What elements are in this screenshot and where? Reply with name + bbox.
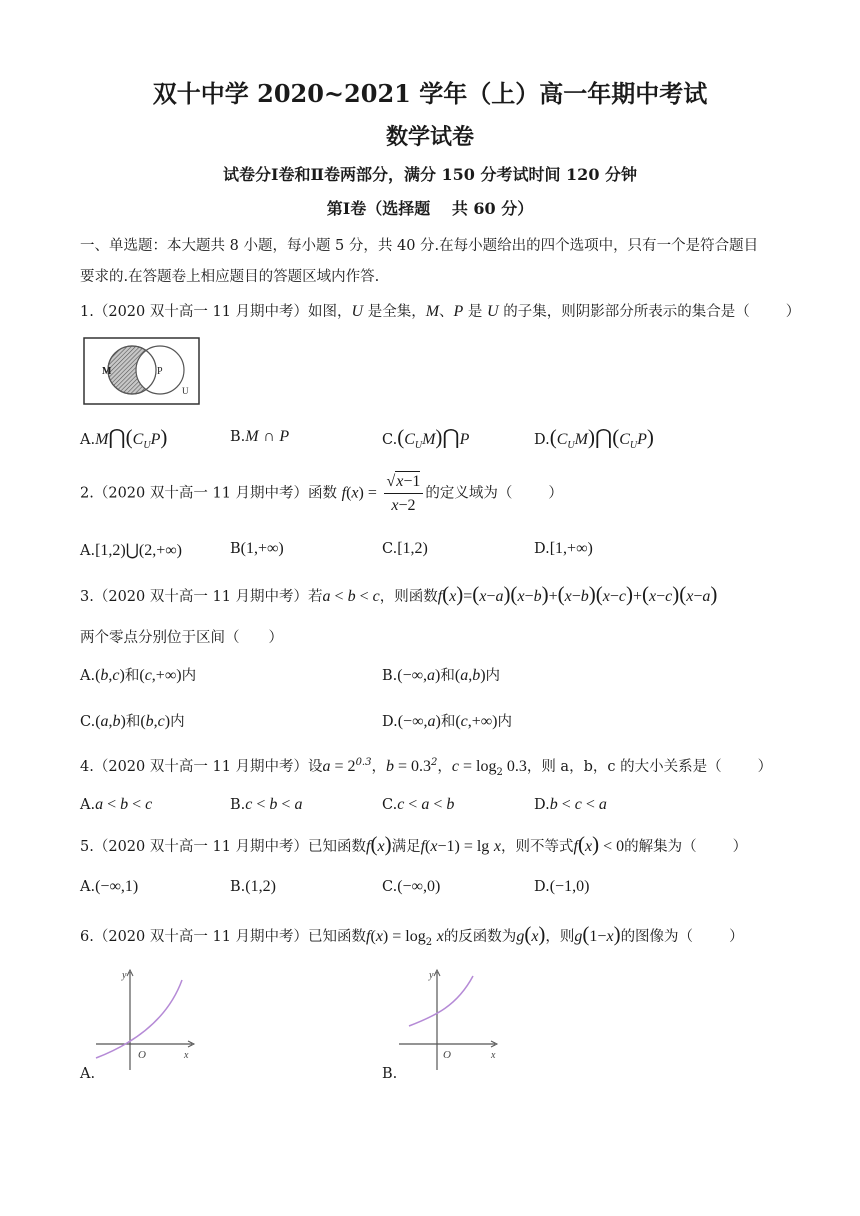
section-instruction-1: 一、单选题：本大题共 8 小题，每小题 5 分，共 40 分.在每小题给出的四个选项中，只有一个是符合题目 — [80, 238, 759, 254]
question-6: 6.（2020 双十高一 11 月期中考）已知函数$f(x) = \log_2 x$的反函数为g(x)，则g(1−x)的图像为（ ） — [80, 922, 744, 948]
q2-option-c[interactable]: C.[1,2) — [382, 540, 428, 557]
q2-option-b[interactable]: B(1,+∞) — [230, 540, 284, 557]
axis-label-x: x — [184, 1050, 189, 1061]
q4-option-d[interactable]: D.b < c < a — [534, 796, 607, 813]
venn-diagram — [82, 336, 202, 406]
q5-option-c[interactable]: C.(−∞,0) — [382, 878, 441, 895]
question-number: 1. — [80, 304, 94, 320]
origin-label: O — [443, 1049, 451, 1061]
q1-option-d[interactable]: $D.(C_UM)⋂(C_UP)$ — [534, 425, 654, 452]
q5-option-d[interactable]: D.(−1,0) — [534, 878, 590, 895]
axis-label-y: y — [429, 970, 434, 981]
question-4: 4.（2020 双十高一 11 月期中考）设$a = 2^{0.3}$，$b = 0.3^2$，$c = \log_2 0.3$，则 a，b，c 的大小关系是（ ） — [80, 757, 773, 778]
section-instruction-2: 要求的.在答题卷上相应题目的答题区域内作答. — [80, 269, 380, 285]
q1-option-a[interactable]: $A.M⋂(C_UP)$ — [80, 425, 168, 452]
venn-label-u: U — [182, 386, 189, 396]
axis-label-y: y — [122, 970, 127, 981]
q2-option-a[interactable]: A.[1,2)⋃(2,+∞) — [80, 542, 182, 559]
question-3-line-2: 两个零点分别位于区间（ ） — [80, 630, 283, 646]
q2-option-d[interactable]: D.[1,+∞) — [534, 540, 593, 557]
q5-option-a[interactable]: A.(−∞,1) — [80, 878, 139, 895]
origin-label: O — [138, 1049, 146, 1061]
axis-label-x: x — [491, 1050, 496, 1061]
question-text: 的子集，则阴影部分所表示的集合是（ — [503, 304, 750, 320]
q6-option-b-label: B. — [382, 1066, 398, 1082]
question-5: 5.（2020 双十高一 11 月期中考）已知函数f(x)满足f(x−1) = lg x，则不等式f(x) < 0的解集为（ ） — [80, 832, 748, 856]
graph-option-b[interactable] — [395, 966, 505, 1076]
question-text: 是全集， — [367, 304, 426, 320]
q3-option-d[interactable]: D.(−∞,a)和(c,+∞)内 — [382, 713, 513, 730]
question-3: 3.（2020 双十高一 11 月期中考）若a < b < c，则函数f(x)=(x−a)(x−b)+(x−b)(x−c)+(x−c)(x−a) — [80, 582, 718, 606]
question-text: 、 — [439, 304, 454, 320]
graph-option-a[interactable] — [92, 966, 202, 1076]
q5-option-b[interactable]: B.(1,2) — [230, 878, 276, 895]
venn-label-p: P — [157, 366, 163, 377]
q3-option-c[interactable]: C.(a,b)和(b,c)内 — [80, 713, 185, 730]
exam-subject: 数学试卷 — [385, 124, 474, 150]
question-2: 2.（2020 双十高一 11 月期中考）函数 f(x) = $\frac{√x-1}{x-2}$ 的定义域为（ ） — [80, 473, 563, 514]
question-tag: （2020 双十高一 11 月期中考） — [93, 304, 309, 320]
q4-option-a[interactable]: A.a < b < c — [80, 796, 153, 813]
fraction: $\frac{√x-1}{x-2}$ — [384, 472, 424, 515]
q6-option-a-label: A. — [80, 1066, 96, 1082]
question-1: 1.（2020 双十高一 11 月期中考）如图，U 是全集，M、P 是 U 的子集，则阴影部分所表示的集合是（ ） — [80, 303, 801, 320]
q4-option-c[interactable]: C.c < a < b — [382, 796, 455, 813]
q3-option-b[interactable]: B.(−∞,a)和(a,b)内 — [382, 667, 501, 684]
q4-option-b[interactable]: B.c < b < a — [230, 796, 303, 813]
question-text: 如图， — [308, 304, 352, 320]
part-heading: 第Ⅰ卷（选择题 共 60 分） — [326, 199, 534, 218]
q1-option-c[interactable]: $C.(C_UM)⋂P$ — [382, 425, 470, 452]
question-text: 是 — [467, 304, 483, 320]
exam-info: 试卷分Ⅰ卷和Ⅱ卷两部分，满分 150 分考试时间 120 分钟 — [222, 165, 638, 184]
q3-option-a[interactable]: A.(b,c)和(c,+∞)内 — [80, 667, 197, 684]
q1-option-b[interactable]: B.M ∩ P — [230, 428, 290, 445]
exam-title: 双十中学 2020~2021 学年（上）高一年期中考试 — [152, 79, 708, 108]
venn-label-m: M — [102, 366, 112, 377]
question-text: ） — [785, 304, 801, 320]
